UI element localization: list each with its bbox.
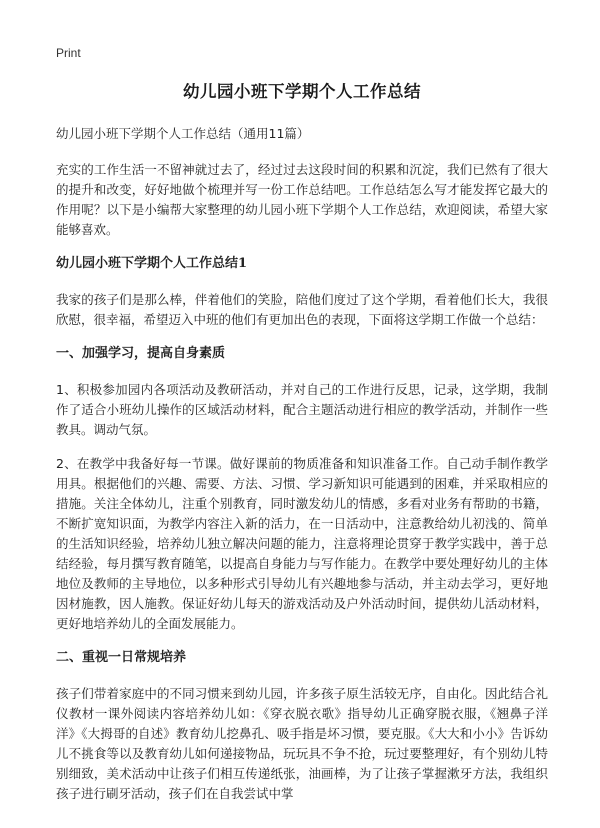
part-2-paragraph-1: 孩子们带着家庭中的不同习惯来到幼儿园，许多孩子原生活较无序，自由化。因此结合礼仪教材一课外阅读内容培养幼儿如：《穿衣脱衣歌》指导幼儿正确穿脱衣服，《翘鼻子洋洋》《大拇哥的自述》教育幼儿挖鼻孔、吸手指是坏习惯，要克服。《大大和小小》告诉幼儿不挑食等以及教育幼儿如何递接物品，玩玩具不争不抢，玩过要整理好，有个别幼儿特别细致，美术活动中让孩子们相互传递纸张，油画棒，为了让孩子掌握漱牙方法，我组织孩子进行刷牙活动，孩子们在自我尝试中掌: [56, 686, 548, 801]
part-1-paragraph-2: 2、在教学中我备好每一节课。做好课前的物质准备和知识准备工作。自己动手制作教学用具。根据他们的兴趣、需要、方法、习惯、学习新知识可能遇到的困难，并采取相应的措施。关注全体幼儿，注重个别教育，同时激发幼儿的情感，多看对业务有帮助的书籍，不断扩宽知识面，为教学内容注入新的活力，在一日活动中，注意教给幼儿初浅的、简单的生活知识经验，培养幼儿独立解决问题的能力，注意将理论贯穿于教学实践中，善于总结经验，每月撰写教育随笔，以提高自身能力与写作能力。在教学中要处理好幼儿的主体地位及教师的主导地位，以多种形式引导幼儿有兴趣地参与活动，并主动去学习，更好地因材施教，因人施教。保证好幼儿每天的游戏活动及户外活动时间，提供幼儿活动材料，更好地培养幼儿的全面发展能力。: [56, 456, 548, 631]
section-1-title: 幼儿园小班下学期个人工作总结1: [56, 256, 248, 271]
document-title: 幼儿园小班下学期个人工作总结: [183, 82, 421, 101]
intro-paragraph: 充实的工作生活一不留神就过去了，经过过去这段时间的积累和沉淀，我们已然有了很大的提升和改变，好好地做个梳理并写一份工作总结吧。工作总结怎么写才能发挥它最大的作用呢？以下是小编帮大家整理的幼儿园小班下学期个人工作总结，欢迎阅读，希望大家能够喜欢。: [56, 162, 548, 237]
print-link[interactable]: Print: [56, 46, 81, 60]
document-body: [56, 78, 548, 818]
document-subtitle: 幼儿园小班下学期个人工作总结（通用11篇）: [56, 126, 310, 141]
part-1-heading: 一、加强学习，提高自身素质: [56, 346, 226, 361]
section-1-intro-paragraph: 我家的孩子们是那么棒，伴着他们的笑脸，陪他们度过了这个学期，看着他们长大，我很欣慰，很幸福，希望迈入中班的他们有更加出色的表现，下面将这学期工作做一个总结：: [56, 292, 548, 327]
part-2-heading: 二、重视一日常规培养: [56, 650, 187, 665]
part-1-paragraph-1: 1、积极参加园内各项活动及教研活动，并对自己的工作进行反思，记录，这学期，我制作了适合小班幼儿操作的区域活动材料，配合主题活动进行相应的教学活动，并制作一些教具。调动气氛。: [56, 382, 548, 437]
